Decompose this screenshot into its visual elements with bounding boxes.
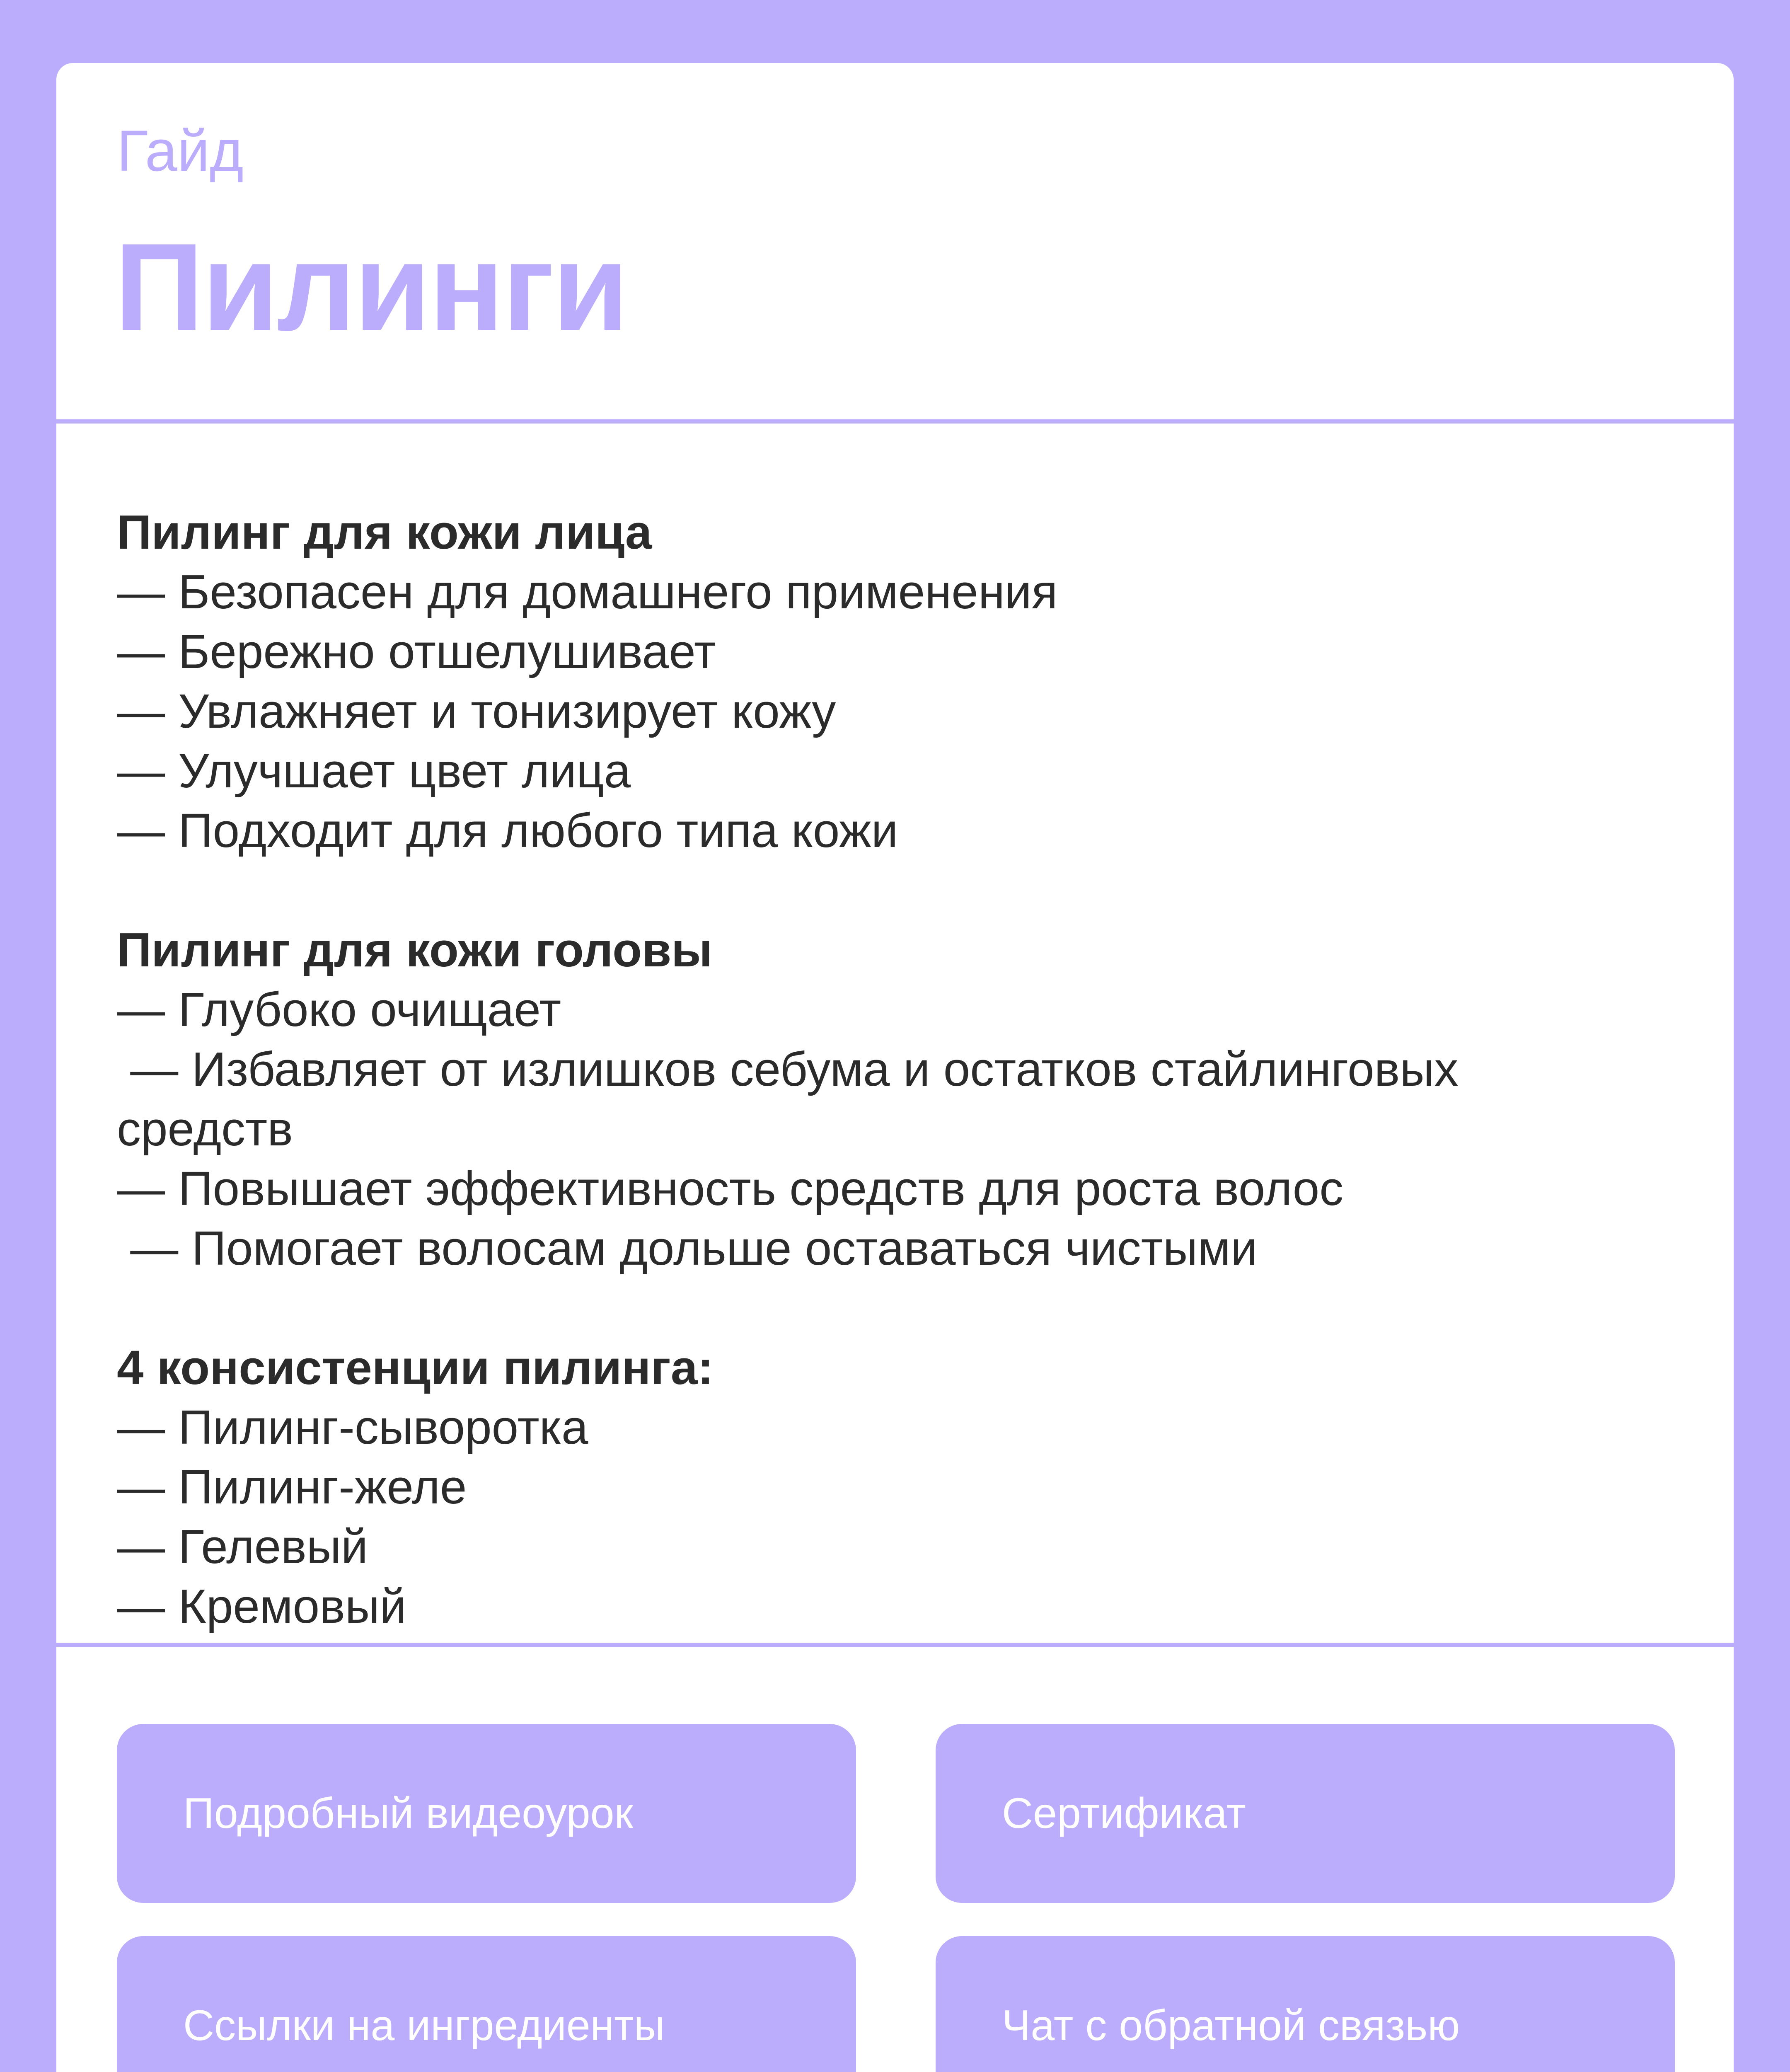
list-item: — Пилинг-желе [117, 1460, 467, 1514]
list-item: — Бережно отшелушивает [117, 625, 716, 678]
list-item: — Подходит для любого типа кожи [117, 804, 898, 857]
guide-header [56, 63, 1734, 421]
list-item: — Безопасен для домашнего применения [117, 565, 1058, 619]
list-item: — Улучшает цвет лица [117, 744, 631, 798]
content-divider [56, 1643, 1734, 1647]
section-heading: 4 консистенции пилинга: [117, 1341, 714, 1394]
section-consistencies [117, 1338, 1675, 1636]
list-item: — Пилинг-сыворотка [117, 1400, 588, 1454]
list-item: — Глубоко очищает [117, 983, 561, 1036]
guide-eyebrow: Гайд [117, 118, 244, 183]
list-item: — Гелевый [117, 1520, 368, 1573]
list-item: — Кремовый [117, 1579, 406, 1633]
list-item: — Повышает эффективность средств для роста волос [117, 1162, 1344, 1215]
section-face-peeling [117, 502, 1675, 860]
certificate-button[interactable]: Сертификат [936, 1724, 1675, 1903]
guide-card [56, 63, 1734, 2072]
section-heading: Пилинг для кожи лица [117, 505, 652, 559]
resource-buttons [117, 1724, 1673, 2072]
list-item: — Избавляет от излишков себума и остатков стайлинговых средств [117, 1042, 1472, 1156]
feedback-chat-button[interactable]: Чат с обратной связью [936, 1936, 1675, 2072]
header-divider [56, 419, 1734, 424]
list-item: — Увлажняет и тонизирует кожу [117, 684, 836, 738]
section-heading: Пилинг для кожи головы [117, 923, 713, 977]
guide-content [117, 502, 1675, 1696]
section-scalp-peeling [117, 920, 1675, 1278]
ingredient-links-button[interactable]: Ссылки на ингредиенты [117, 1936, 856, 2072]
list-item: — Помогает волосам дольше оставаться чистыми [117, 1221, 1258, 1275]
page-title: Пилинги [114, 217, 627, 356]
video-lesson-button[interactable]: Подробный видеоурок [117, 1724, 856, 1903]
